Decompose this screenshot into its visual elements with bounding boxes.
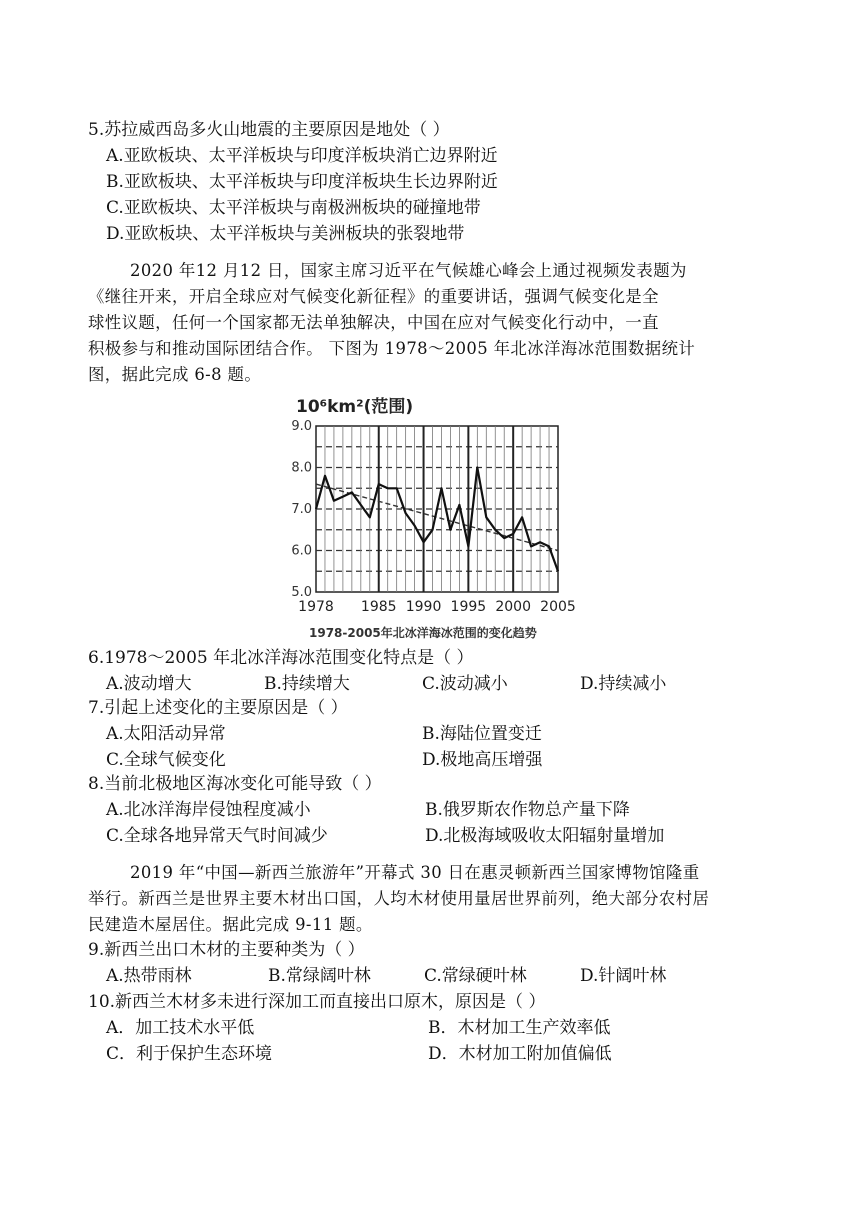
x-tick-label: 1995 <box>450 599 487 615</box>
q9-option-b: B.常绿阔叶林 <box>268 966 371 986</box>
q10-option-c: C．利于保护生态环境 <box>106 1044 273 1064</box>
q9-option-d: D.针阔叶林 <box>580 966 667 986</box>
q7-option-b: B.海陆位置变迁 <box>422 724 542 744</box>
q10-option-b: B．木材加工生产效率低 <box>428 1018 611 1038</box>
sea-ice-chart <box>284 392 584 644</box>
q10-stem: 10.新西兰木材多未进行深加工而直接出口原木，原因是（ ） <box>88 992 546 1012</box>
intro-paragraph-1 <box>88 258 772 388</box>
intro1-line: 球性议题，任何一个国家都无法单独解决，中国在应对气候变化行动中，一直 <box>88 313 659 332</box>
chart-title: 10⁶km²(范围) <box>296 397 414 417</box>
sea-ice-series-line <box>316 468 558 572</box>
q6-stem: 6.1978～2005 年北冰洋海冰范围变化特点是（ ） <box>88 648 474 668</box>
x-tick-label: 2000 <box>495 599 532 615</box>
q5-option-a: A.亚欧板块、太平洋板块与印度洋板块消亡边界附近 <box>106 146 498 166</box>
chart-caption: 1978-2005年北冰洋海冰范围的变化趋势 <box>309 626 537 640</box>
q6-option-c: C.波动减小 <box>422 674 508 694</box>
x-tick-label: 2005 <box>540 599 576 615</box>
y-tick-label: 9.0 <box>291 419 312 434</box>
q5-option-b: B.亚欧板块、太平洋板块与印度洋板块生长边界附近 <box>106 172 498 192</box>
y-tick-label: 8.0 <box>291 460 312 476</box>
intro2-line: 民建造木屋居住。据此完成 9-11 题。 <box>88 915 373 934</box>
q6-option-d: D.持续减小 <box>580 674 667 694</box>
x-tick-label: 1978 <box>298 599 334 615</box>
intro1-line: 2020 年12 月12 日，国家主席习近平在气候雄心峰会上通过视频发表题为 <box>130 261 687 280</box>
intro1-line: 图，据此完成 6-8 题。 <box>88 365 262 384</box>
q6-option-a: A.波动增大 <box>106 674 192 694</box>
q8-option-d: D.北极海域吸收太阳辐射量增加 <box>425 826 665 846</box>
q9-stem: 9.新西兰出口木材的主要种类为（ ） <box>88 940 365 960</box>
q8-option-b: B.俄罗斯农作物总产量下降 <box>425 800 630 820</box>
q6-option-b: B.持续增大 <box>264 674 350 694</box>
q8-option-c: C.全球各地异常天气时间减少 <box>106 826 328 846</box>
sea-ice-chart-svg <box>284 392 584 644</box>
y-tick-label: 5.0 <box>291 585 312 600</box>
intro2-line: 举行。新西兰是世界主要木材出口国，人均木材使用量居世界前列，绝大部分农村居 <box>88 889 710 908</box>
q7-option-d: D.极地高压增强 <box>422 750 543 770</box>
q8-stem: 8.当前北极地区海冰变化可能导致（ ） <box>88 774 382 794</box>
intro-paragraph-2 <box>88 860 772 938</box>
q10-option-d: D．木材加工附加值偏低 <box>428 1044 612 1064</box>
x-tick-label: 1985 <box>360 599 397 615</box>
q9-option-a: A.热带雨林 <box>106 966 192 986</box>
q7-stem: 7.引起上述变化的主要原因是（ ） <box>88 698 348 718</box>
y-tick-label: 6.0 <box>291 543 312 559</box>
q8-option-a: A.北冰洋海岸侵蚀程度减小 <box>106 800 311 820</box>
q5-stem: 5.苏拉威西岛多火山地震的主要原因是地处（ ） <box>88 120 450 140</box>
q7-option-c: C.全球气候变化 <box>106 750 226 770</box>
intro1-line: 积极参与和推动国际团结合作。 下图为 1978～2005 年北冰洋海冰范围数据统计 <box>88 339 696 358</box>
intro2-line: 2019 年“中国—新西兰旅游年”开幕式 30 日在惠灵顿新西兰国家博物馆隆重 <box>130 863 700 882</box>
y-tick-label: 7.0 <box>291 502 312 517</box>
q7-option-a: A.太阳活动异常 <box>106 724 226 744</box>
q5-option-c: C.亚欧板块、太平洋板块与南极洲板块的碰撞地带 <box>106 198 481 218</box>
intro1-line: 《继往开来，开启全球应对气候变化新征程》的重要讲话，强调气候变化是全 <box>88 287 659 306</box>
q5-option-d: D.亚欧板块、太平洋板块与美洲板块的张裂地带 <box>106 224 465 244</box>
q9-option-c: C.常绿硬叶林 <box>424 966 527 986</box>
x-tick-label: 1990 <box>405 599 442 615</box>
q10-option-a: A．加工技术水平低 <box>106 1018 255 1038</box>
